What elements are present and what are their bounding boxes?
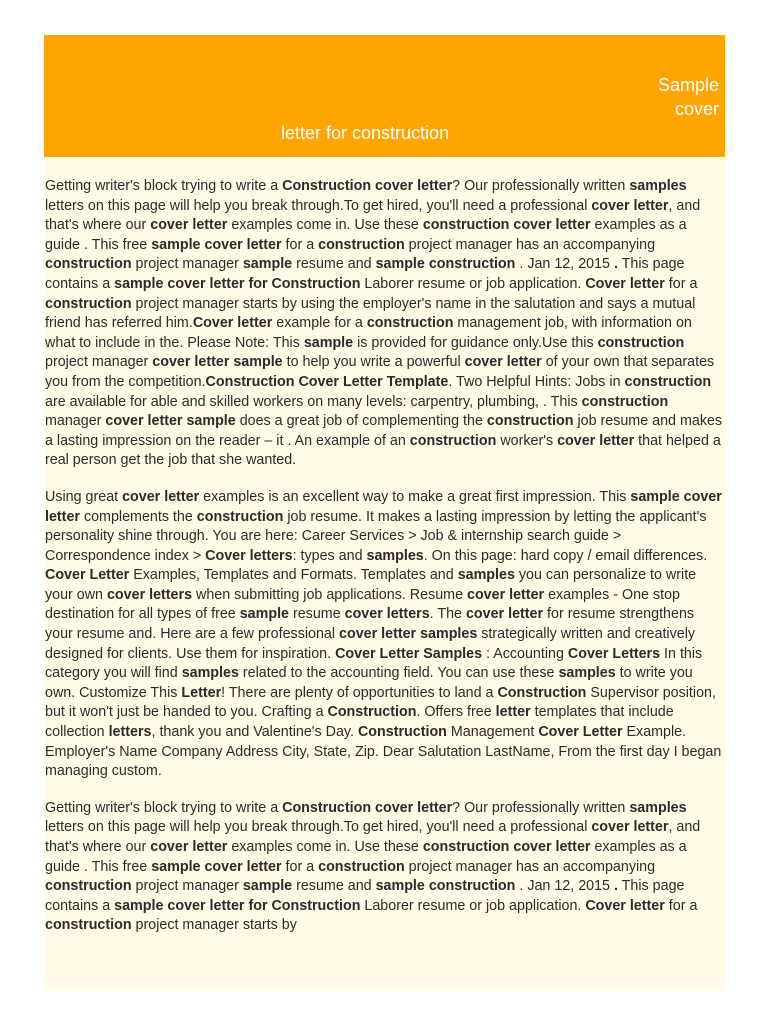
bold-run: construction bbox=[318, 236, 405, 253]
bold-run: sample cover letter bbox=[45, 488, 722, 525]
text-run: project manager bbox=[45, 354, 153, 371]
text-run: templates that include collection bbox=[45, 704, 674, 741]
text-run: project manager has an accompanying bbox=[404, 236, 656, 253]
text-run: Laborer resume or job application. bbox=[360, 275, 586, 292]
text-run: . Offers free bbox=[416, 704, 496, 721]
text-run: examples is an excellent way to make a great first impression. This bbox=[199, 488, 631, 505]
bold-run: cover letter bbox=[464, 354, 542, 371]
text-run: of your own that separates you from the competition. bbox=[45, 354, 715, 390]
text-run: strategically written and creatively designed for clients. Use them for inspiration. bbox=[45, 626, 696, 662]
bold-run: cover letter bbox=[467, 586, 545, 603]
document-body bbox=[44, 157, 725, 936]
bold-run: sample bbox=[242, 256, 293, 273]
text-run: example for a bbox=[272, 315, 367, 332]
bold-run: Cover Letter bbox=[45, 567, 130, 584]
text-run: management job, with information on what to include in the. Please Note: This bbox=[45, 315, 692, 351]
page-title-part-2: cover bbox=[674, 99, 719, 119]
text-run: Management bbox=[446, 724, 539, 741]
bold-run: construction bbox=[409, 432, 497, 449]
bold-run: cover letter bbox=[591, 819, 669, 836]
text-run: complements the bbox=[79, 508, 197, 525]
bold-run: samples bbox=[457, 567, 515, 584]
text-run: for a bbox=[664, 275, 698, 292]
bold-run: sample cover letter bbox=[151, 236, 282, 253]
text-run: . The bbox=[429, 606, 466, 623]
text-run: In this category you will find bbox=[45, 645, 703, 682]
text-run: This page contains a bbox=[45, 878, 685, 914]
bold-run: construction bbox=[597, 334, 685, 351]
bold-run: samples bbox=[558, 665, 616, 682]
text-run: Examples, Templates and Formats. Templates and bbox=[129, 567, 458, 584]
text-run: job resume. It makes a lasting impression by letting the applicant's personality shine through. You are here: Career Services > Job & internship search guide > Correspondence index > bbox=[45, 508, 707, 564]
text-run: to write you own. Customize This bbox=[45, 665, 693, 701]
bold-run: sample bbox=[239, 606, 289, 623]
text-run: resume and bbox=[292, 256, 376, 273]
text-run: for resume strengthens your resume and. Here are a few professional bbox=[45, 606, 695, 643]
text-run: are available for able and skilled workers on many levels: carpentry, plumbing, . This bbox=[45, 393, 582, 410]
bold-run: samples bbox=[366, 547, 424, 564]
text-run: for a bbox=[281, 236, 319, 253]
text-run: examples - One stop destination for all types of free bbox=[45, 586, 680, 623]
text-run: manager bbox=[45, 413, 106, 430]
text-run: does a great job of complementing the bbox=[235, 413, 487, 430]
bold-run: Construction bbox=[327, 704, 417, 721]
paragraph bbox=[45, 488, 725, 782]
text-run: Getting writer's block trying to write a bbox=[45, 799, 283, 816]
text-run: . Jan 12, 2015 bbox=[515, 256, 614, 273]
text-run: job resume and makes a lasting impression on the reader – it . An example of an bbox=[45, 413, 723, 449]
text-run: . On this page: hard copy / email differences. bbox=[423, 547, 708, 564]
text-run: letters on this page will help you break through.To get hired, you'll need a professional bbox=[45, 819, 592, 836]
text-run: . Two Helpful Hints: Jobs in bbox=[448, 373, 625, 390]
text-run: Using great bbox=[45, 488, 123, 505]
text-run: Getting writer's block trying to write a bbox=[45, 178, 283, 194]
text-run: examples come in. Use these bbox=[227, 839, 423, 855]
bold-run: Letter bbox=[181, 684, 222, 701]
text-run: related to the accounting field. You can use these bbox=[238, 665, 559, 682]
text-run: project manager starts by using the employer's name in the salutation and says a mutual friend has referred him. bbox=[45, 295, 696, 332]
page-title-part-1: Sample bbox=[657, 75, 719, 95]
bold-run: cover letter bbox=[465, 606, 544, 623]
text-run: project manager bbox=[131, 256, 243, 273]
bold-run: cover letter bbox=[150, 839, 228, 855]
bold-run: Construction bbox=[497, 684, 587, 701]
text-run: Example. Employer's Name Company Address City, State, Zip. Dear Salutation LastName, From the first day I began managing custom. bbox=[45, 724, 722, 780]
bold-run: cover letters bbox=[344, 606, 430, 623]
text-run: examples as a guide . This free bbox=[45, 217, 687, 253]
bold-run: Construction cover letter bbox=[282, 799, 453, 816]
bold-run: construction bbox=[581, 393, 669, 410]
text-run: is provided for guidance only.Use this bbox=[353, 334, 598, 351]
text-run: ! There are plenty of opportunities to land a bbox=[221, 684, 498, 701]
text-run: when submitting job applications. Resume bbox=[192, 586, 467, 603]
bold-run: Cover letter bbox=[192, 315, 273, 332]
bold-run: construction bbox=[486, 413, 574, 430]
text-run: : Accounting bbox=[482, 645, 568, 662]
bold-run: Cover Letters bbox=[567, 645, 661, 662]
bold-run: samples bbox=[629, 799, 687, 816]
bold-run: cover letter samples bbox=[339, 626, 478, 643]
text-run: examples as a guide . This free bbox=[45, 839, 687, 875]
bold-run: . bbox=[613, 878, 618, 895]
text-run: Laborer resume or job application. bbox=[360, 897, 586, 914]
bold-run: cover letter sample bbox=[152, 354, 283, 371]
bold-run: Construction Cover Letter Template bbox=[205, 373, 449, 390]
bold-run: letter bbox=[495, 704, 531, 721]
text-run: This page contains a bbox=[45, 256, 685, 292]
text-run: ? Our professionally written bbox=[452, 178, 630, 194]
bold-run: cover letters bbox=[106, 586, 193, 603]
text-run: project manager starts by bbox=[131, 917, 297, 934]
bold-run: construction bbox=[45, 917, 132, 934]
bold-run: construction bbox=[45, 256, 132, 273]
text-run: , and that's where our bbox=[45, 819, 701, 855]
bold-run: sample construction bbox=[375, 878, 516, 895]
bold-run: cover letter bbox=[122, 488, 200, 505]
page-title-part-3: letter for construction bbox=[281, 123, 450, 143]
bold-run: Cover Letter bbox=[538, 724, 623, 741]
text-run: you can personalize to write your own bbox=[45, 567, 697, 603]
bold-run: sample construction bbox=[375, 256, 516, 273]
text-run: letters on this page will help you break through.To get hired, you'll need a professional bbox=[45, 197, 592, 214]
bold-run: letters bbox=[108, 724, 152, 741]
text-run: project manager bbox=[131, 878, 243, 895]
bold-run: cover letter bbox=[150, 217, 228, 234]
bold-run: construction bbox=[45, 295, 132, 312]
text-run: examples come in. Use these bbox=[227, 217, 423, 234]
bold-run: Construction cover letter bbox=[282, 178, 453, 194]
text-run: , thank you and Valentine's Day. bbox=[151, 724, 358, 741]
bold-run: Cover letter bbox=[585, 275, 665, 292]
paragraph bbox=[45, 799, 725, 936]
paragraph bbox=[45, 177, 725, 471]
bold-run: sample cover letter bbox=[151, 858, 282, 875]
text-run: to help you write a powerful bbox=[282, 354, 465, 371]
bold-run: cover letter sample bbox=[105, 413, 236, 430]
text-run: resume and bbox=[292, 878, 376, 895]
bold-run: Cover letters bbox=[205, 547, 293, 564]
text-run: ? Our professionally written bbox=[452, 799, 630, 816]
bold-run: Cover letter bbox=[585, 897, 665, 914]
bold-run: samples bbox=[629, 178, 687, 194]
text-run: that helped a real person get the job that she wanted. bbox=[45, 432, 721, 469]
bold-run: . bbox=[613, 256, 618, 273]
bold-run: construction bbox=[45, 878, 132, 895]
title-banner bbox=[44, 35, 725, 157]
bold-run: sample cover letter for Construction bbox=[114, 275, 361, 292]
bold-run: construction cover letter bbox=[422, 217, 591, 234]
bold-run: sample bbox=[303, 334, 354, 351]
text-run: worker's bbox=[496, 432, 558, 449]
bold-run: Cover Letter Samples bbox=[335, 645, 483, 662]
document-page bbox=[44, 35, 725, 990]
text-run: , and that's where our bbox=[45, 197, 701, 234]
bold-run: sample bbox=[242, 878, 293, 895]
bold-run: construction bbox=[318, 858, 405, 875]
text-run: . Jan 12, 2015 bbox=[515, 878, 614, 895]
text-run: project manager has an accompanying bbox=[404, 858, 656, 875]
bold-run: construction bbox=[196, 508, 284, 525]
bold-run: construction bbox=[624, 373, 712, 390]
bold-run: cover letter bbox=[591, 197, 669, 214]
bold-run: construction bbox=[366, 315, 454, 332]
text-run: resume bbox=[289, 606, 345, 623]
text-run: for a bbox=[664, 897, 698, 914]
text-run: : types and bbox=[292, 547, 367, 564]
bold-run: sample cover letter for Construction bbox=[114, 897, 361, 914]
bold-run: Construction bbox=[357, 724, 447, 741]
bold-run: samples bbox=[181, 665, 239, 682]
bold-run: construction cover letter bbox=[422, 839, 591, 855]
text-run: for a bbox=[281, 858, 319, 875]
bold-run: cover letter bbox=[557, 432, 635, 449]
text-run: Supervisor position, but it won't just be handed to you. Crafting a bbox=[45, 684, 716, 721]
